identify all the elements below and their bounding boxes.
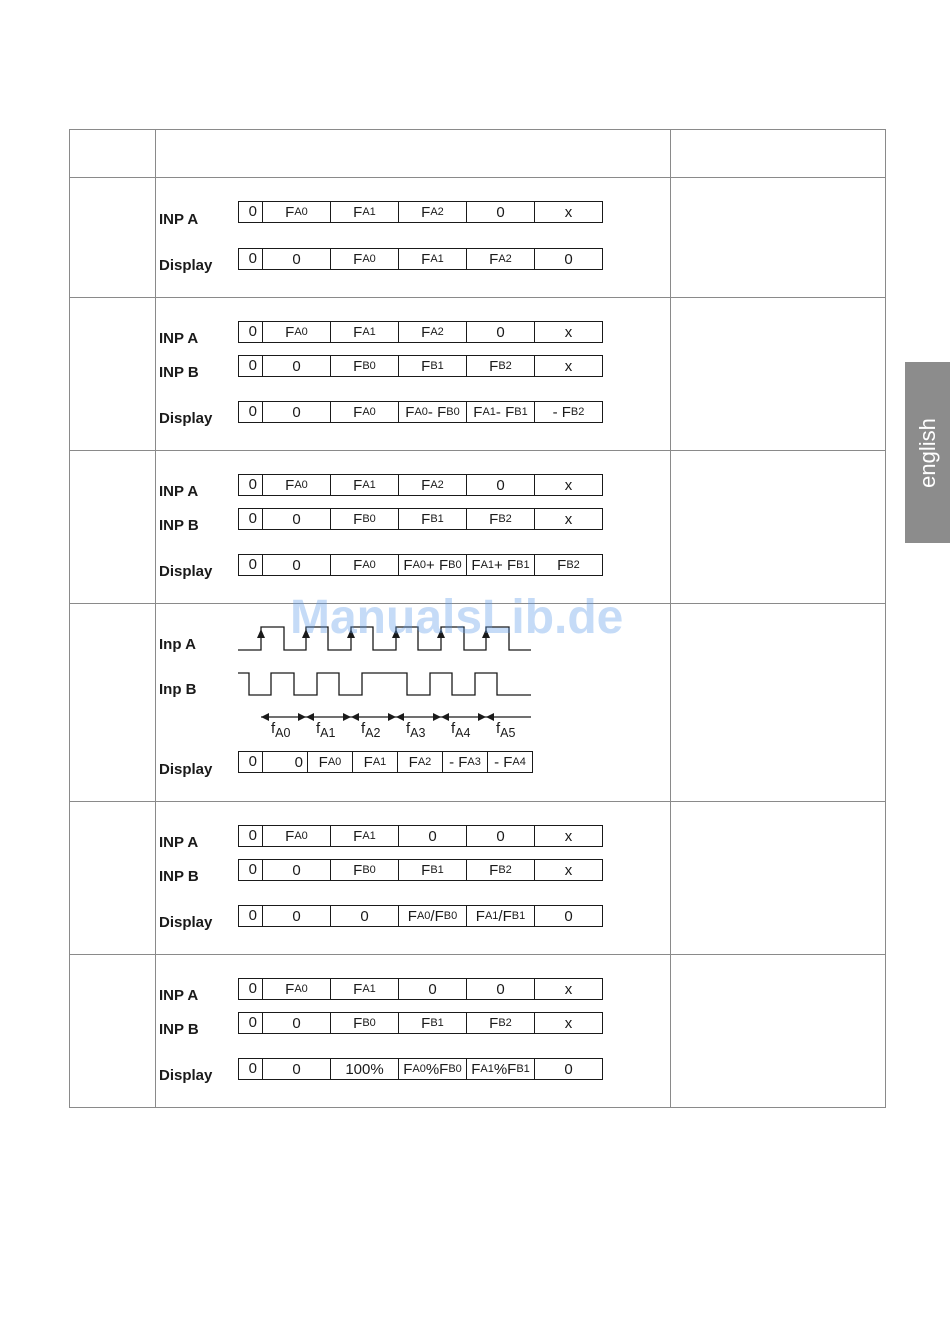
value-cell: 0 bbox=[248, 510, 257, 527]
value-cell: F B0 bbox=[330, 1013, 398, 1033]
row3-label-inp-a: INP A bbox=[159, 483, 199, 500]
interval-arrow-icon bbox=[298, 713, 306, 721]
value-cell: F A1 bbox=[330, 202, 398, 222]
value-cell: 0 bbox=[248, 476, 257, 493]
row3-label-display: Display bbox=[159, 563, 213, 580]
interval-label: $f_{A1}$ bbox=[316, 720, 336, 740]
value-cell: F B0 bbox=[330, 860, 398, 880]
interval-arrow-icon bbox=[388, 713, 396, 721]
interval-label: $f_{A5}$ bbox=[496, 720, 516, 740]
interval-arrow-icon bbox=[433, 713, 441, 721]
value-cell: 0 bbox=[262, 1013, 330, 1033]
row6-label-inp-a: INP A bbox=[159, 987, 199, 1004]
interval-arrow-icon bbox=[306, 713, 314, 721]
value-cell: F A1 bbox=[330, 979, 398, 999]
value-cell: F A1 bbox=[352, 752, 397, 772]
row6-label-display: Display bbox=[159, 1067, 213, 1084]
interval-arrow-icon bbox=[478, 713, 486, 721]
value-cell: 0 bbox=[248, 1014, 257, 1031]
value-cell: 0 bbox=[262, 402, 330, 422]
value-cell: F A0 bbox=[262, 475, 330, 495]
value-cell: F A1 bbox=[398, 249, 466, 269]
value-cell: F B1 bbox=[398, 860, 466, 880]
value-cell: F B2 bbox=[466, 356, 534, 376]
interval-label: $f_{A4}$ bbox=[451, 720, 471, 740]
value-cell: F A0 bbox=[262, 979, 330, 999]
language-tab[interactable] bbox=[905, 362, 950, 543]
value-cell: F A0 bbox=[262, 322, 330, 342]
value-cell: 0 bbox=[248, 323, 257, 340]
value-cell: 0 bbox=[330, 906, 398, 926]
value-cell: F B2 bbox=[466, 860, 534, 880]
value-cell: 0 bbox=[248, 753, 257, 770]
interval-arrow-icon bbox=[486, 713, 494, 721]
value-cell: F A0 bbox=[262, 826, 330, 846]
value-cell: x bbox=[534, 202, 602, 222]
value-cell: 0 bbox=[534, 249, 602, 269]
value-cell: - F A3 bbox=[442, 752, 487, 772]
interval-arrow-icon bbox=[441, 713, 449, 721]
value-cell: 0 bbox=[466, 979, 534, 999]
value-cell: F A1 - F B1 bbox=[466, 402, 534, 422]
value-cell: 0 bbox=[248, 203, 257, 220]
value-cell: 0 bbox=[248, 861, 257, 878]
value-cell: - F A4 bbox=[487, 752, 532, 772]
interval-label: $f_{A0}$ bbox=[271, 720, 291, 740]
row2-label-inp-a: INP A bbox=[159, 330, 199, 347]
value-cell: F A0 bbox=[262, 202, 330, 222]
value-cell: F A2 bbox=[398, 322, 466, 342]
value-cell: F A0 %F B0 bbox=[398, 1059, 466, 1079]
value-cell: 0 bbox=[398, 826, 466, 846]
value-cell: F A1 + F B1 bbox=[466, 555, 534, 575]
row2-label-inp-b: INP B bbox=[159, 364, 199, 381]
value-cell: 0 bbox=[466, 826, 534, 846]
value-cell: F A1 bbox=[330, 322, 398, 342]
row4-label-display: Display bbox=[159, 761, 213, 778]
value-cell: F B1 bbox=[398, 509, 466, 529]
value-cell: F A0 bbox=[307, 752, 352, 772]
value-cell: 0 bbox=[262, 356, 330, 376]
value-cell: F A0 - F B0 bbox=[398, 402, 466, 422]
interval-arrow-icon bbox=[261, 713, 269, 721]
value-cell: x bbox=[534, 1013, 602, 1033]
value-cell: F A2 bbox=[397, 752, 442, 772]
value-cell: F A2 bbox=[466, 249, 534, 269]
value-cell: F A1 bbox=[330, 826, 398, 846]
value-cell: 0 bbox=[248, 250, 257, 267]
row4-label-inp-b: Inp B bbox=[159, 681, 197, 698]
value-cell: F B1 bbox=[398, 1013, 466, 1033]
value-cell: 0 bbox=[248, 907, 257, 924]
value-cell: x bbox=[534, 826, 602, 846]
value-cell: 0 bbox=[262, 1059, 330, 1079]
value-cell: F B0 bbox=[330, 509, 398, 529]
value-cell: F A1 bbox=[330, 475, 398, 495]
value-cell: 0 bbox=[262, 752, 307, 772]
value-cell: 0 bbox=[466, 202, 534, 222]
row5-label-inp-b: INP B bbox=[159, 868, 199, 885]
value-cell: 0 bbox=[262, 249, 330, 269]
interval-arrow-icon bbox=[351, 713, 359, 721]
value-cell: 0 bbox=[262, 509, 330, 529]
value-cell: x bbox=[534, 509, 602, 529]
row1-label-display: Display bbox=[159, 257, 213, 274]
row1-label-inp-a: INP A bbox=[159, 211, 199, 228]
value-cell: F B2 bbox=[466, 509, 534, 529]
value-cell: x bbox=[534, 322, 602, 342]
inp-b-waveform bbox=[238, 673, 531, 695]
value-cell: - F B2 bbox=[534, 402, 602, 422]
value-cell: F A1 %F B1 bbox=[466, 1059, 534, 1079]
value-cell: F A0 bbox=[330, 555, 398, 575]
value-cell: x bbox=[534, 979, 602, 999]
value-cell: F B0 bbox=[330, 356, 398, 376]
value-cell: F B2 bbox=[534, 555, 602, 575]
value-cell: 0 bbox=[248, 1060, 257, 1077]
value-cell: 0 bbox=[466, 475, 534, 495]
value-cell: F A0 bbox=[330, 402, 398, 422]
value-cell: F B1 bbox=[398, 356, 466, 376]
value-cell: x bbox=[534, 475, 602, 495]
value-cell: x bbox=[534, 356, 602, 376]
value-cell: F A0 + F B0 bbox=[398, 555, 466, 575]
interval-arrow-icon bbox=[396, 713, 404, 721]
row5-label-inp-a: INP A bbox=[159, 834, 199, 851]
value-cell: 0 bbox=[248, 357, 257, 374]
value-cell: F A0 /F B0 bbox=[398, 906, 466, 926]
value-cell: 0 bbox=[534, 1059, 602, 1079]
rising-edge-arrow-icon bbox=[257, 629, 265, 638]
row5-label-display: Display bbox=[159, 914, 213, 931]
language-tab-label: english bbox=[914, 417, 940, 488]
value-cell: F B2 bbox=[466, 1013, 534, 1033]
row3-label-inp-b: INP B bbox=[159, 517, 199, 534]
interval-label: $f_{A3}$ bbox=[406, 720, 426, 740]
interval-arrow-icon bbox=[343, 713, 351, 721]
value-cell: 0 bbox=[248, 403, 257, 420]
value-cell: 100% bbox=[330, 1059, 398, 1079]
value-cell: 0 bbox=[262, 860, 330, 880]
value-cell: F A0 bbox=[330, 249, 398, 269]
value-cell: 0 bbox=[248, 980, 257, 997]
value-cell: x bbox=[534, 860, 602, 880]
value-cell: 0 bbox=[398, 979, 466, 999]
value-cell: 0 bbox=[262, 906, 330, 926]
value-cell: 0 bbox=[248, 827, 257, 844]
interval-label: $f_{A2}$ bbox=[361, 720, 381, 740]
value-cell: F A2 bbox=[398, 475, 466, 495]
row4-label-inp-a: Inp A bbox=[159, 636, 196, 653]
watermark: ManualsLib.de bbox=[290, 591, 624, 644]
value-cell: F A2 bbox=[398, 202, 466, 222]
value-cell: F A1 /F B1 bbox=[466, 906, 534, 926]
row2-label-display: Display bbox=[159, 410, 213, 427]
value-cell: 0 bbox=[534, 906, 602, 926]
value-cell: 0 bbox=[466, 322, 534, 342]
row6-label-inp-b: INP B bbox=[159, 1021, 199, 1038]
value-cell: 0 bbox=[262, 555, 330, 575]
value-cell: 0 bbox=[248, 556, 257, 573]
